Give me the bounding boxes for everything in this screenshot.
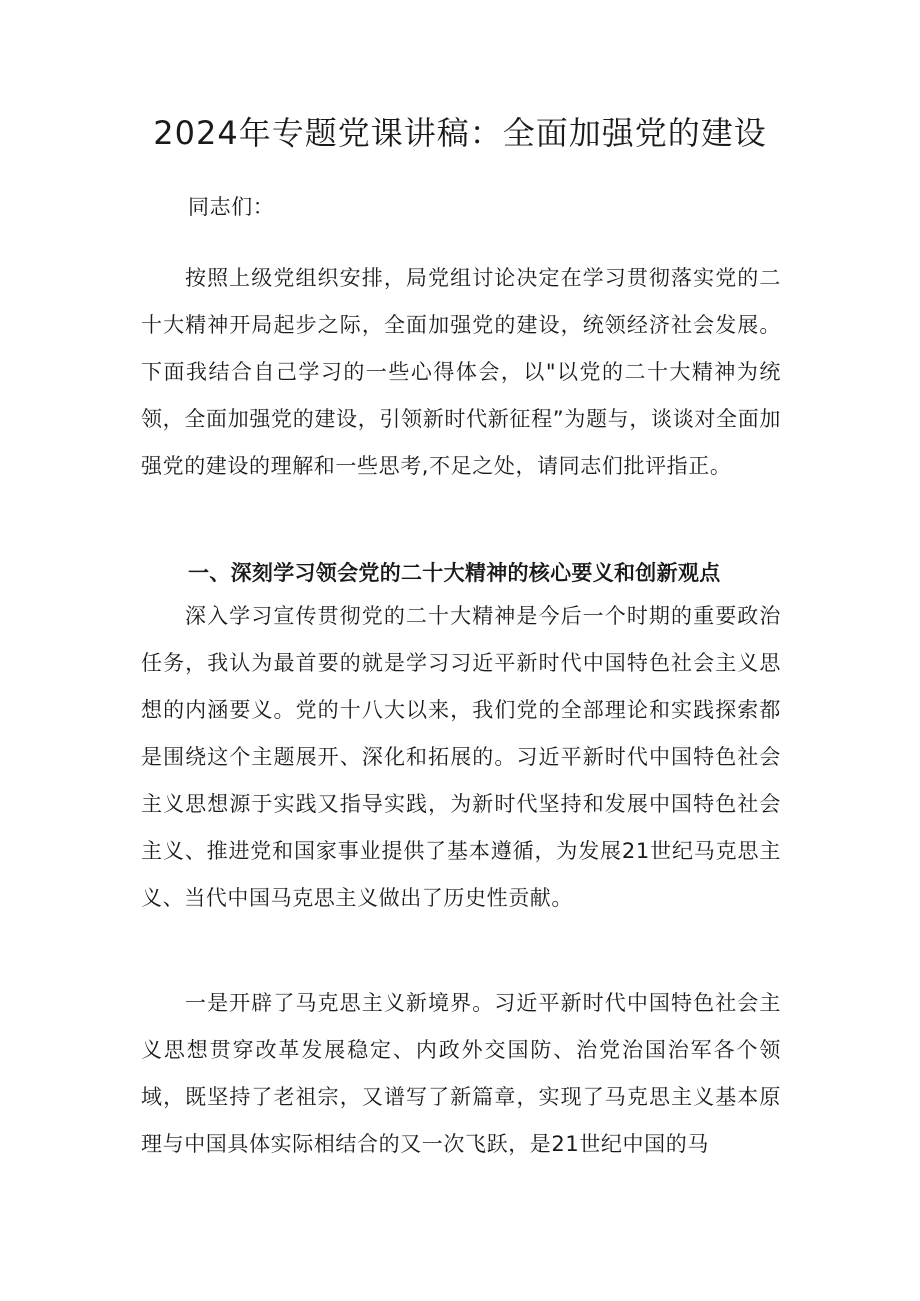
salutation: 同志们： xyxy=(188,195,275,219)
intro-paragraph: 按照上级党组织安排，局党组讨论决定在学习贯彻落实党的二十大精神开局起步之际，全面加强党的建设，统领经济社会发展。下面我结合自己学习的一些心得体会，以"以党的二十大精神为统领，全面加强党的建设，引领新时代新征程”为题与，谈谈对全面加强党的建设的理解和一些思考,不足之处，请同志们批评指正。 xyxy=(141,266,781,478)
document-title: 2024年专题党课讲稿：全面加强党的建设 xyxy=(153,114,767,152)
section-paragraph: 深入学习宣传贯彻党的二十大精神是今后一个时期的重要政治任务，我认为最首要的就是学习习近平新时代中国特色社会主义思想的内涵要义。党的十八大以来，我们党的全部理论和实践探索都是围绕这个主题展开、深化和拓展的。习近平新时代中国特色社会主义思想源于实践又指导实践，为新时代坚持和发展中国特色社会主义、推进党和国家事业提供了基本遵循，为发展21世纪马克思主义、当代中国马克思主义做出了历史性贡献。 xyxy=(141,604,781,910)
section-paragraph: 一是开辟了马克思主义新境界。习近平新时代中国特色社会主义思想贯穿改革发展稳定、内政外交国防、治党治国治军各个领域，既坚持了老祖宗，又谱写了新篇章，实现了马克思主义基本原理与中国具体实际相结合的又一次飞跃，是21世纪中国的马 xyxy=(141,991,781,1156)
section-heading: 一、深刻学习领会党的二十大精神的核心要义和创新观点 xyxy=(188,561,721,585)
